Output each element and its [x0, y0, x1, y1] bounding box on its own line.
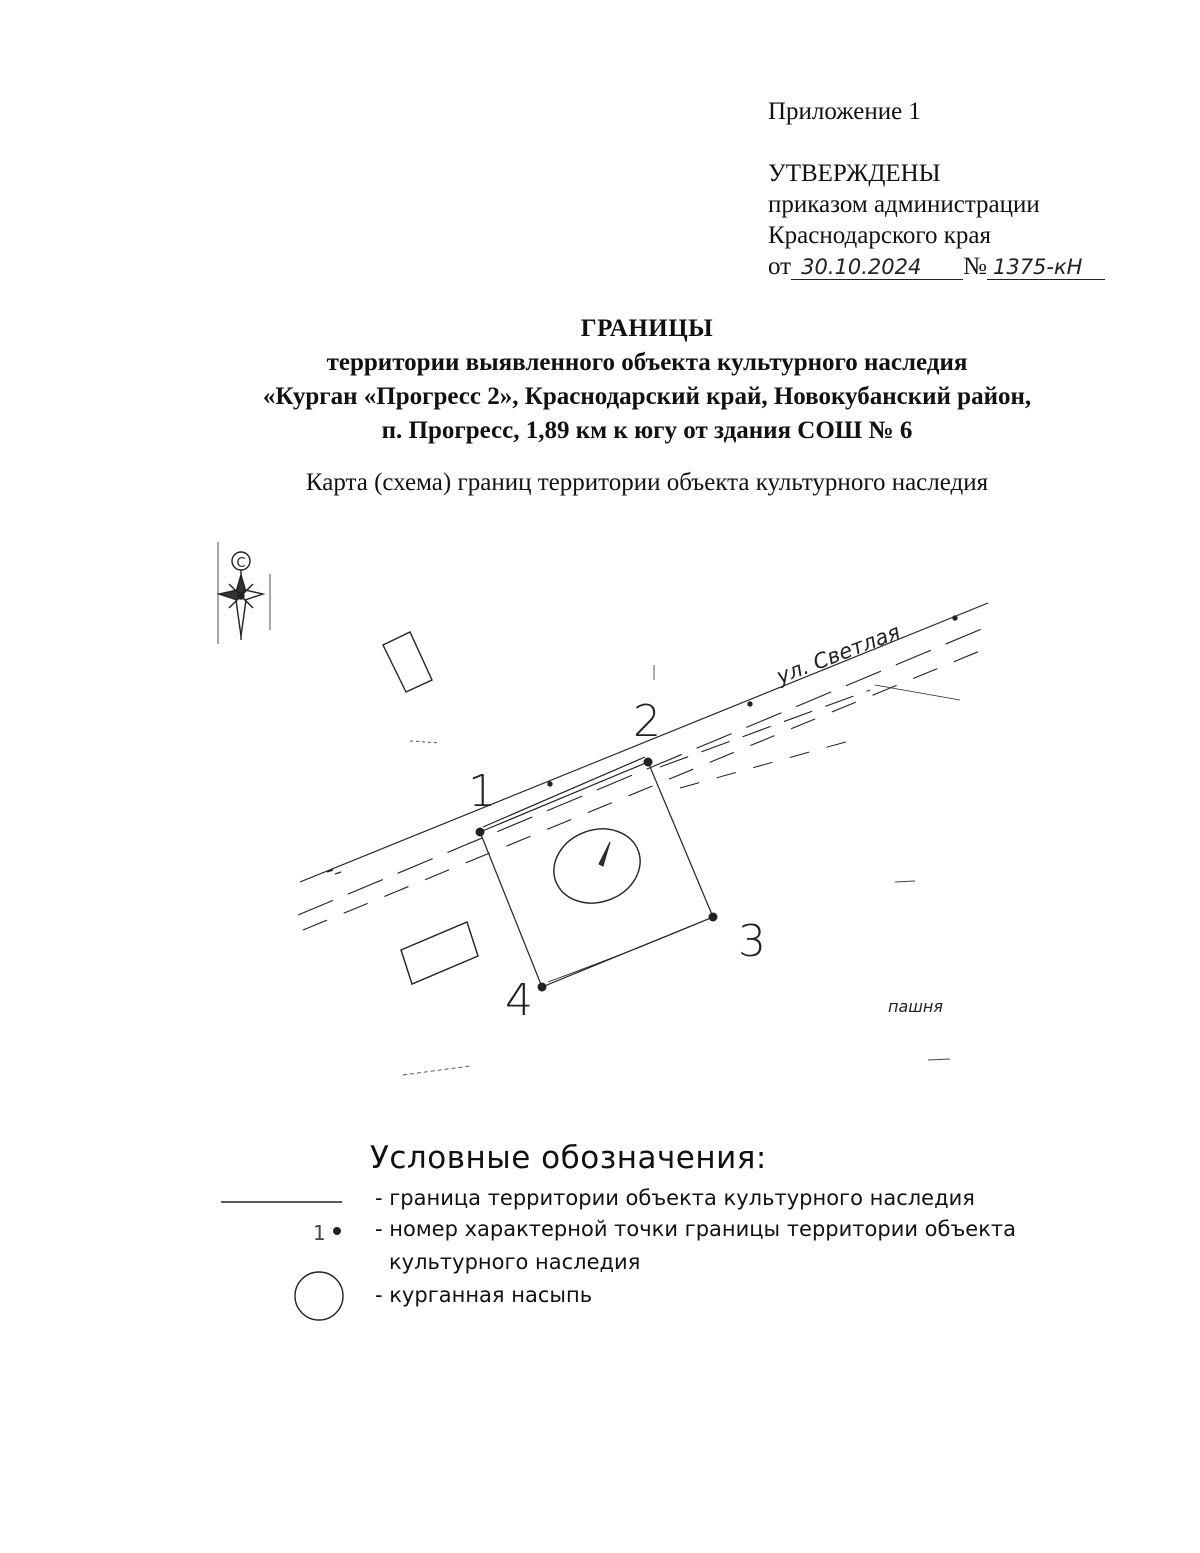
legend-point-symbol	[333, 1227, 341, 1235]
compass-letter: С	[236, 556, 246, 571]
legend-point-text-2: культурного наследия	[389, 1250, 641, 1274]
approved-label: УТВЕРЖДЕНЫ	[768, 160, 941, 187]
field-marks	[403, 665, 950, 1075]
map-subtitle: Карта (схема) границ территории объекта культурного наследия	[305, 469, 989, 496]
street-label: ул. Светлая	[773, 619, 904, 689]
legend-boundary-text: - граница территории объекта культурного наследия	[375, 1186, 975, 1210]
point-4-marker	[538, 983, 546, 991]
region-label: Краснодарского края	[768, 222, 991, 249]
point-1-marker	[476, 828, 484, 836]
field-label: пашня	[888, 997, 943, 1016]
legend-mound-symbol	[295, 1272, 343, 1320]
point-1-label: 1	[468, 766, 496, 817]
point-3-label: 3	[738, 916, 766, 967]
legend-point-sample-number: 1	[313, 1221, 326, 1245]
street-ul-svetlaya	[298, 603, 992, 930]
heritage-territory-boundary	[480, 757, 713, 987]
title-line-4: п. Прогресс, 1,89 км к югу от здания СОШ № 6	[381, 417, 913, 444]
title-line-3: «Курган «Прогресс 2», Краснодарский край, Новокубанский район,	[262, 383, 1032, 410]
title-line-2: территории выявленного объекта культурного наследия	[326, 349, 968, 376]
legend-point-text-1: - номер характерной точки границы территории объекта	[375, 1217, 1017, 1241]
legend-mound-text: - курганная насыпь	[375, 1283, 593, 1307]
legend-title: Условные обозначения:	[370, 1140, 767, 1176]
title-line-1: ГРАНИЦЫ	[580, 315, 714, 342]
building-upper	[383, 632, 432, 692]
building-lower	[401, 922, 478, 984]
number-value: 1375-кН	[987, 255, 1105, 280]
point-2-marker	[644, 758, 652, 766]
order-label: приказом администрации	[768, 191, 1040, 218]
date-prefix: от	[768, 253, 792, 280]
date-value: 30.10.2024	[791, 255, 963, 280]
number-prefix: №	[963, 253, 987, 280]
corner-points	[476, 758, 717, 991]
appendix-label: Приложение 1	[768, 98, 921, 125]
point-4-label: 4	[505, 975, 533, 1026]
point-2-label: 2	[633, 696, 661, 747]
burial-mound	[543, 817, 650, 915]
point-3-marker	[709, 913, 717, 921]
